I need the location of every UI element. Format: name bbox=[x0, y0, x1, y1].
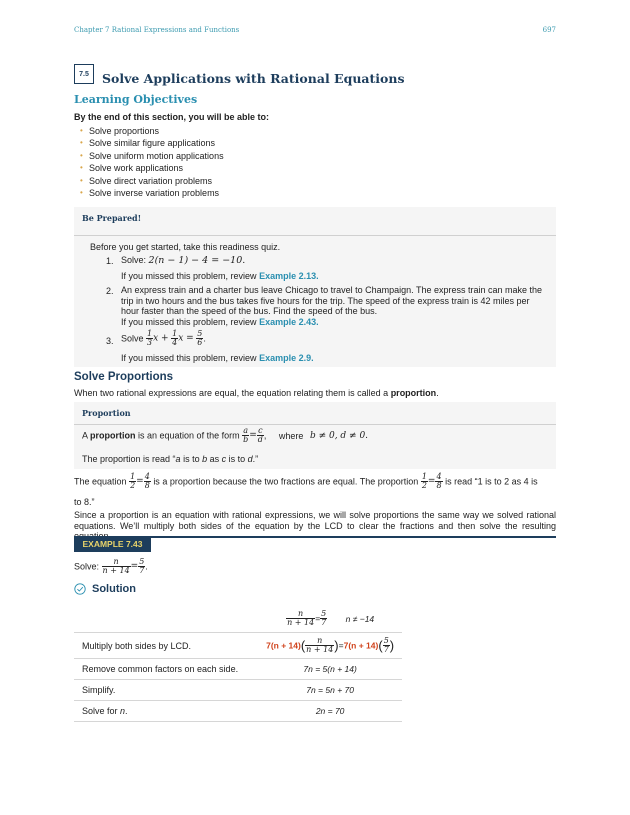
var-b: b bbox=[202, 454, 208, 464]
equals-sign: = bbox=[427, 476, 436, 487]
section-title: Solve Applications with Rational Equations bbox=[102, 71, 405, 86]
step-description: Solve for n. bbox=[74, 701, 258, 722]
learning-objectives-list bbox=[80, 125, 224, 199]
var-c: c bbox=[221, 454, 227, 464]
solution-equation: 7n = 5(n + 14) bbox=[258, 659, 402, 680]
period: . bbox=[145, 561, 148, 572]
fraction-c-over-d: $\frac{c}{d}$ bbox=[257, 426, 263, 444]
intro-text: When two rational expressions are equal, the equation relating them is called a bbox=[74, 388, 391, 398]
term-x-equals: x = bbox=[178, 333, 194, 344]
solution-equation: 7(n + 14)( $\frac{n}{n + 14}$ )=7(n + 14)( $\frac{5}{7}$ ) bbox=[258, 633, 402, 659]
objective-item: • Solve uniform motion applications bbox=[80, 150, 224, 162]
read-text: The proportion is read “ bbox=[82, 454, 176, 464]
proportion-definition bbox=[82, 427, 368, 444]
checkmark-circle-icon bbox=[74, 583, 86, 595]
review-text: If you missed this problem, review bbox=[121, 317, 260, 327]
read-text: is to bbox=[180, 454, 203, 464]
step-description: Simplify. bbox=[74, 680, 258, 701]
page-number: 697 bbox=[542, 26, 556, 34]
quiz-question-2: An express train and a charter bus leave Chicago to travel to Champaign. The express train can make the trip in two hours and the bus takes five hours for the trip. The speed of the express train is 42 miles per hour faster than the speed of the bus. Find the speed of the bus. bbox=[121, 285, 543, 316]
fraction-one-third: $\frac{1}{3}$ bbox=[147, 329, 153, 347]
fraction-one-half: $\frac{1}{2}$ bbox=[130, 472, 136, 490]
def-text: A bbox=[82, 430, 91, 441]
equation-paragraph bbox=[74, 473, 538, 490]
proportion-box-title: Proportion bbox=[82, 408, 131, 418]
quiz-number-3: 3. bbox=[106, 336, 114, 346]
def-text: is an equation of the form bbox=[135, 430, 240, 441]
quiz-number-1: 1. bbox=[106, 256, 114, 266]
objective-item: • Solve similar figure applications bbox=[80, 137, 224, 149]
solution-heading: Solution bbox=[92, 583, 136, 595]
table-row bbox=[74, 659, 402, 680]
table-row bbox=[74, 701, 402, 722]
example-problem bbox=[74, 558, 148, 575]
example-link-2-43[interactable]: Example 2.43. bbox=[259, 317, 319, 327]
quiz-1-label: Solve: bbox=[121, 255, 147, 265]
restriction: n ≠ −14 bbox=[345, 613, 375, 624]
readiness-intro: Before you get started, take this readiness quiz. bbox=[90, 242, 281, 252]
quiz-3-label: Solve bbox=[121, 333, 144, 344]
equation-paragraph-end: to 8.” bbox=[74, 497, 95, 507]
period: . bbox=[203, 333, 206, 344]
example-link-2-13[interactable]: Example 2.13. bbox=[259, 271, 319, 281]
comma: , bbox=[263, 430, 267, 441]
example-link-2-9[interactable]: Example 2.9. bbox=[259, 353, 314, 363]
term-x-plus: x + bbox=[153, 333, 169, 344]
learning-objectives-intro: By the end of this section, you will be able to: bbox=[74, 112, 270, 122]
objective-item: • Solve inverse variation problems bbox=[80, 187, 224, 199]
equals-sign: = bbox=[130, 561, 139, 572]
objective-item: • Solve proportions bbox=[80, 125, 224, 137]
quiz-question-3 bbox=[121, 330, 206, 347]
fraction-one-half: $\frac{1}{2}$ bbox=[421, 472, 427, 490]
def-term: proportion bbox=[90, 430, 136, 441]
review-text: If you missed this problem, review bbox=[121, 271, 260, 281]
fraction-four-eighths: $\frac{4}{8}$ bbox=[144, 472, 150, 490]
objective-item: • Solve direct variation problems bbox=[80, 175, 224, 187]
para-text: is read “1 is to 2 as 4 is bbox=[445, 476, 538, 487]
where-condition: b ≠ 0, d ≠ 0. bbox=[309, 430, 369, 441]
where-label: where bbox=[278, 430, 304, 441]
solve-proportions-heading: Solve Proportions bbox=[74, 371, 174, 383]
solution-table bbox=[74, 605, 402, 722]
table-row bbox=[74, 605, 402, 633]
quiz-2-review bbox=[121, 317, 319, 327]
objective-item: • Solve work applications bbox=[80, 162, 224, 174]
be-prepared-title: Be Prepared! bbox=[82, 213, 142, 223]
quiz-question-1 bbox=[121, 255, 245, 266]
intro-end: . bbox=[436, 388, 439, 398]
fraction-a-over-b: $\frac{a}{b}$ bbox=[243, 426, 249, 444]
read-text: .” bbox=[252, 454, 259, 464]
solve-label: Solve: bbox=[74, 561, 100, 572]
running-header-chapter: Chapter 7 Rational Expressions and Functions bbox=[74, 26, 240, 34]
var-d: d bbox=[247, 454, 253, 464]
fraction-one-fourth: $\frac{1}{4}$ bbox=[172, 329, 178, 347]
step-description: Remove common factors on each side. bbox=[74, 659, 258, 680]
table-row bbox=[74, 633, 402, 659]
review-text: If you missed this problem, review bbox=[121, 353, 260, 363]
var-a: a bbox=[175, 454, 181, 464]
solution-equation: $\frac{n}{n + 14}$ = $\frac{5}{7}$ n ≠ −14 bbox=[258, 605, 402, 633]
proportion-intro bbox=[74, 388, 439, 398]
read-text: as bbox=[207, 454, 222, 464]
read-text: is to bbox=[226, 454, 248, 464]
quiz-number-2: 2. bbox=[106, 286, 114, 296]
proportion-reading bbox=[82, 454, 258, 464]
solution-equation: 2n = 70 bbox=[258, 701, 402, 722]
panel-divider bbox=[74, 424, 556, 425]
fraction-five-sixths: $\frac{5}{6}$ bbox=[197, 329, 203, 347]
solution-equation: 7n = 5n + 70 bbox=[258, 680, 402, 701]
fraction-five-sevenths: $\frac{5}{7}$ bbox=[139, 557, 145, 575]
section-number-badge: 7.5 bbox=[74, 64, 94, 84]
para-text: The equation bbox=[74, 476, 127, 487]
fraction-n-over-n-plus-14: $\frac{n}{n + 14}$ bbox=[102, 557, 130, 575]
quiz-1-review bbox=[121, 271, 319, 281]
intro-term: proportion bbox=[390, 388, 437, 398]
step-description: Multiply both sides by LCD. bbox=[74, 633, 258, 659]
equals-sign: = bbox=[136, 476, 144, 487]
fraction-four-eighths: $\frac{4}{8}$ bbox=[436, 472, 442, 490]
para-text: is a proportion because the two fractions are equal. The proportion bbox=[153, 476, 419, 487]
learning-objectives-heading: Learning Objectives bbox=[74, 93, 198, 106]
quiz-1-equation: 2(n − 1) − 4 = −10. bbox=[148, 255, 246, 266]
table-row bbox=[74, 680, 402, 701]
quiz-3-review bbox=[121, 353, 314, 363]
equals-sign: = bbox=[249, 430, 257, 441]
panel-divider bbox=[74, 235, 556, 236]
since-paragraph: Since a proportion is an equation with rational expressions, we will solve proportions the same way we solved rational equations. We’ll multiply both sides of the equation by the LCD to clear the fractions and then solve the resulting bbox=[74, 510, 556, 531]
example-label: EXAMPLE 7.43 bbox=[74, 536, 151, 552]
